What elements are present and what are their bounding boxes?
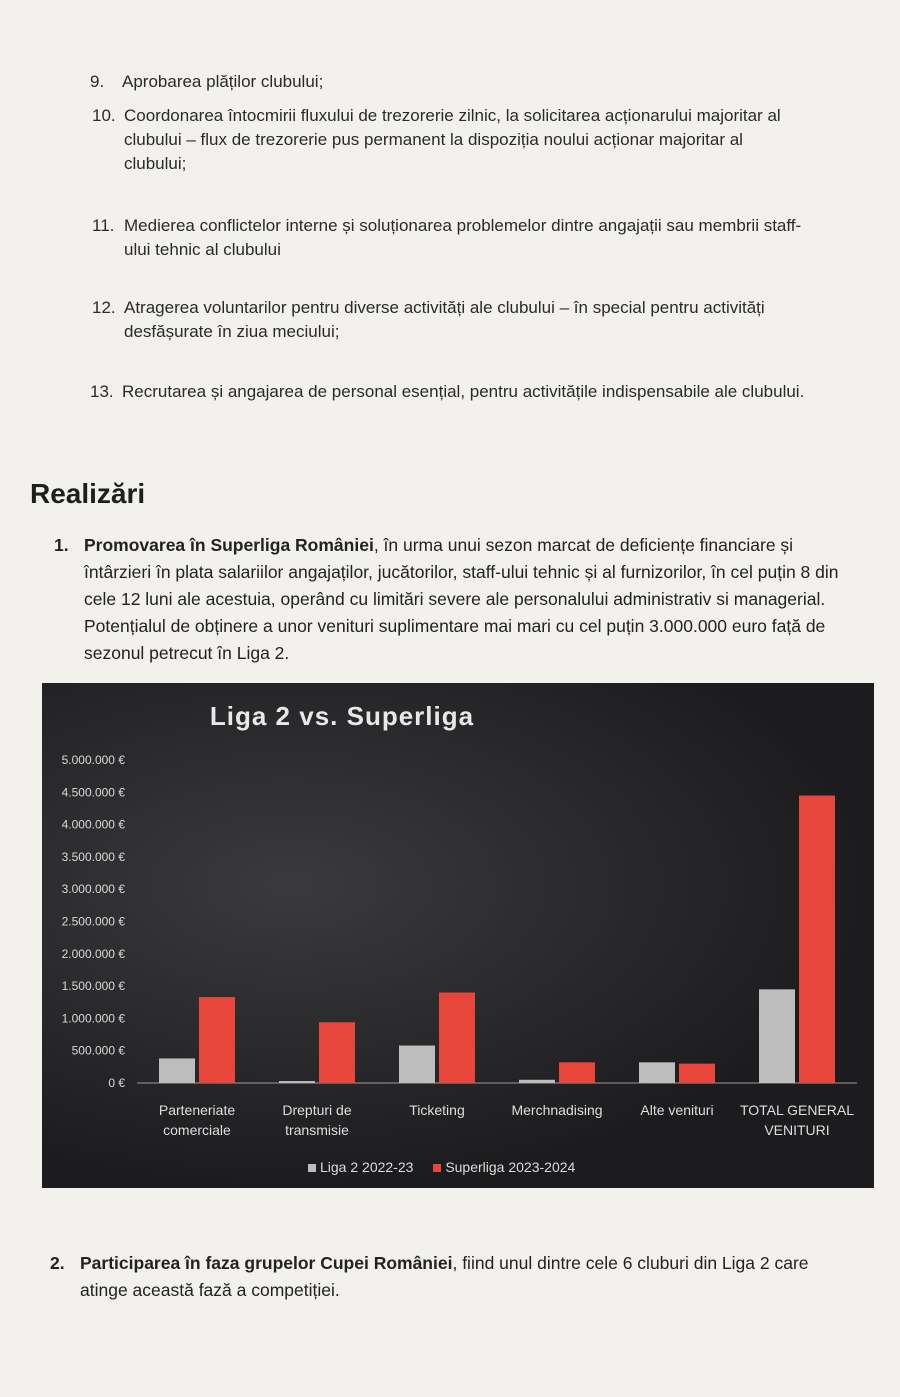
x-category-label: Ticketing <box>409 1102 465 1118</box>
achievement-2 <box>50 1250 850 1304</box>
bar-superliga <box>439 993 475 1083</box>
y-tick-label: 500.000 € <box>71 1043 125 1058</box>
list-text: Coordonarea întocmirii fluxului de trezorerie zilnic, la solicitarea acționarului majoritar al clubului – flux de trezorerie pus permanent la dispoziția noului acționar majoritar al clubului; <box>124 106 781 173</box>
bar-liga2 <box>639 1062 675 1083</box>
y-tick-label: 2.000.000 € <box>61 946 125 961</box>
bar-liga2 <box>519 1080 555 1083</box>
y-tick-label: 5.000.000 € <box>61 753 125 767</box>
x-category-label: transmisie <box>285 1122 349 1138</box>
bar-liga2 <box>159 1058 195 1083</box>
achievement-1 <box>54 532 844 667</box>
chart-legend <box>308 1159 591 1175</box>
bar-superliga <box>799 796 835 1083</box>
list-text: Atragerea voluntarilor pentru diverse activități ale clubului – în special pentru activități desfășurate în ziua meciului; <box>124 298 765 341</box>
list-text: Aprobarea plăților clubului; <box>122 72 324 91</box>
revenue-chart <box>42 683 874 1188</box>
bar-liga2 <box>759 989 795 1083</box>
x-category-label: TOTAL GENERAL <box>739 1102 855 1118</box>
legend-label-liga2: Liga 2 2022-23 <box>320 1159 414 1175</box>
chart-plot <box>42 683 874 1188</box>
list-item-9 <box>90 70 810 94</box>
x-category-label: Parteneriate <box>158 1102 236 1118</box>
achievement-text: , fiind unul dintre cele 6 cluburi din Liga 2 care atinge această fază a competiției. <box>80 1253 809 1300</box>
achievement-number: 2. <box>50 1253 65 1273</box>
x-category-label: comerciale <box>163 1122 231 1138</box>
list-text: Medierea conflictelor interne și soluționarea problemelor dintre angajații sau membrii staff-ului tehnic al clubului <box>124 216 802 259</box>
y-tick-label: 4.000.000 € <box>61 817 125 832</box>
y-tick-label: 3.500.000 € <box>61 849 125 864</box>
achievement-title: Promovarea în Superliga României <box>84 535 374 555</box>
achievement-text: , în urma unui sezon marcat de deficiențe financiare și întârzieri în plata salariilor angajaților, jucătorilor, staff-ului tehnic și al furnizorilor, în cel puțin 8 din cele 12 luni ale acestuia, operând cu limitări severe ale personalului administrativ si managerial. Potențialul de obținere a unor venituri suplimentare mai mari cu cel puțin 3.000.000 euro față de sezonul petrecut în Liga 2. <box>84 535 839 663</box>
y-tick-label: 1.500.000 € <box>61 979 125 994</box>
x-category-label: Alte venituri <box>640 1102 714 1118</box>
y-tick-label: 4.500.000 € <box>61 785 125 800</box>
achievement-title: Participarea în faza grupelor Cupei României <box>80 1253 453 1273</box>
achievement-number: 1. <box>54 535 69 555</box>
list-number: 13. <box>90 382 114 401</box>
chart-title: Liga 2 vs. Superliga <box>209 701 475 731</box>
x-category-label: Drepturi de <box>282 1102 352 1118</box>
list-number: 9. <box>90 72 105 91</box>
list-item-13 <box>90 380 850 404</box>
bar-superliga <box>319 1022 355 1083</box>
list-item-12 <box>92 296 810 344</box>
list-text: Recrutarea și angajarea de personal esențial, pentru activitățile indispensabile ale clubului. <box>122 382 805 401</box>
legend-label-superliga: Superliga 2023-2024 <box>445 1159 576 1175</box>
x-category-label: VENITURI <box>764 1122 830 1138</box>
bar-liga2 <box>279 1081 315 1083</box>
bar-superliga <box>199 997 235 1083</box>
list-number: 12. <box>92 298 116 317</box>
y-tick-label: 1.000.000 € <box>61 1011 125 1026</box>
list-item-10 <box>92 104 810 176</box>
list-number: 10. <box>92 106 116 125</box>
y-tick-label: 2.500.000 € <box>61 914 125 929</box>
y-tick-label: 0 € <box>108 1076 125 1090</box>
list-item-11 <box>92 214 810 262</box>
section-heading: Realizări <box>30 478 146 509</box>
legend-swatch-liga2 <box>308 1164 316 1172</box>
list-number: 11. <box>92 216 115 235</box>
bar-superliga <box>679 1064 715 1083</box>
x-category-label: Merchnadising <box>511 1102 603 1118</box>
bar-liga2 <box>399 1046 435 1083</box>
legend-swatch-superliga <box>433 1164 441 1172</box>
y-tick-label: 3.000.000 € <box>61 882 125 897</box>
bar-superliga <box>559 1062 595 1083</box>
